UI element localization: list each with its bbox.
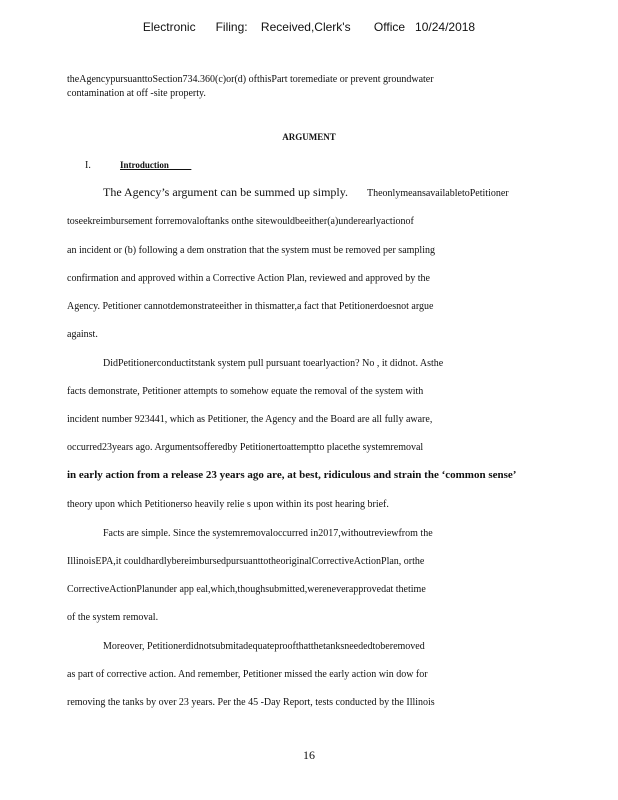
- page-number: 16: [303, 748, 315, 762]
- body-line-13: Facts are simple. Since the systemremovaloccurred in2017,withoutreviewfrom the: [103, 528, 433, 539]
- body-line-16: of the system removal.: [67, 612, 159, 623]
- body-line-11: in early action from a release 23 years ago are, at best, ridiculous and strain the ‘common sense’: [67, 469, 517, 481]
- body-line-2: toseekreimbursement forremovaloftanks onthe sitewouldbeeither(a)underearlyactionof: [67, 216, 414, 227]
- body-line-9: incident number 923441, which as Petitioner, the Agency and the Board are all fully aware,: [67, 414, 433, 425]
- section-heading: ARGUMENT: [282, 132, 336, 142]
- body-line-3: an incident or (b) following a dem onstration that the system must be removed per sampling: [67, 245, 435, 256]
- body-line-15: CorrectiveActionPlanunder app eal,which,thoughsubmitted,wereneverapprovedat thetime: [67, 584, 426, 595]
- body-line-4: confirmation and approved within a Corrective Action Plan, reviewed and approved by the: [67, 273, 430, 284]
- section-title: Introduction: [120, 160, 192, 170]
- body-line-18: as part of corrective action. And remember, Petitioner missed the early action win dow for: [67, 669, 428, 680]
- body-line-7: DidPetitionerconductitstank system pull pursuant toearlyaction? No , it didnot. Asthe: [103, 358, 444, 369]
- body-line-17: Moreover, Petitionerdidnotsubmitadequateproofthatthetanksneededtoberemoved: [103, 641, 425, 652]
- intro-line-1: theAgencypursuanttoSection734.360(c)or(d) ofthisPart toremediate or prevent groundwater: [67, 74, 434, 85]
- body-line-1b: TheonlymeansavailabletoPetitioner: [367, 188, 509, 199]
- body-line-19: removing the tanks by over 23 years. Per the 45 -Day Report, tests conducted by the Illinois: [67, 697, 435, 708]
- body-line-14: IllinoisEPA,it couldhardlybereimbursedpursuanttotheoriginalCorrectiveActionPlan, orthe: [67, 556, 425, 567]
- page-header: Electronic Filing: Received,Clerk's Office 10/24/2018: [142, 20, 476, 34]
- body-line-8: facts demonstrate, Petitioner attempts to somehow equate the removal of the system with: [67, 386, 424, 397]
- body-line-5: Agency. Petitioner cannotdemonstrateeither in thismatter,a fact that Petitionerdoesnot argue: [67, 301, 434, 312]
- body-line-6: against.: [67, 329, 98, 340]
- body-line-10: occurred23years ago. Argumentsofferedby Petitionertoattemptto placethe systemremoval: [67, 442, 424, 453]
- intro-line-2: contamination at off -site property.: [67, 88, 206, 99]
- body-line-1a: The Agency’s argument can be summed up simply.: [103, 185, 348, 199]
- body-line-12: theory upon which Petitionerso heavily relie s upon within its post hearing brief.: [67, 499, 389, 510]
- section-number: I.: [85, 160, 91, 171]
